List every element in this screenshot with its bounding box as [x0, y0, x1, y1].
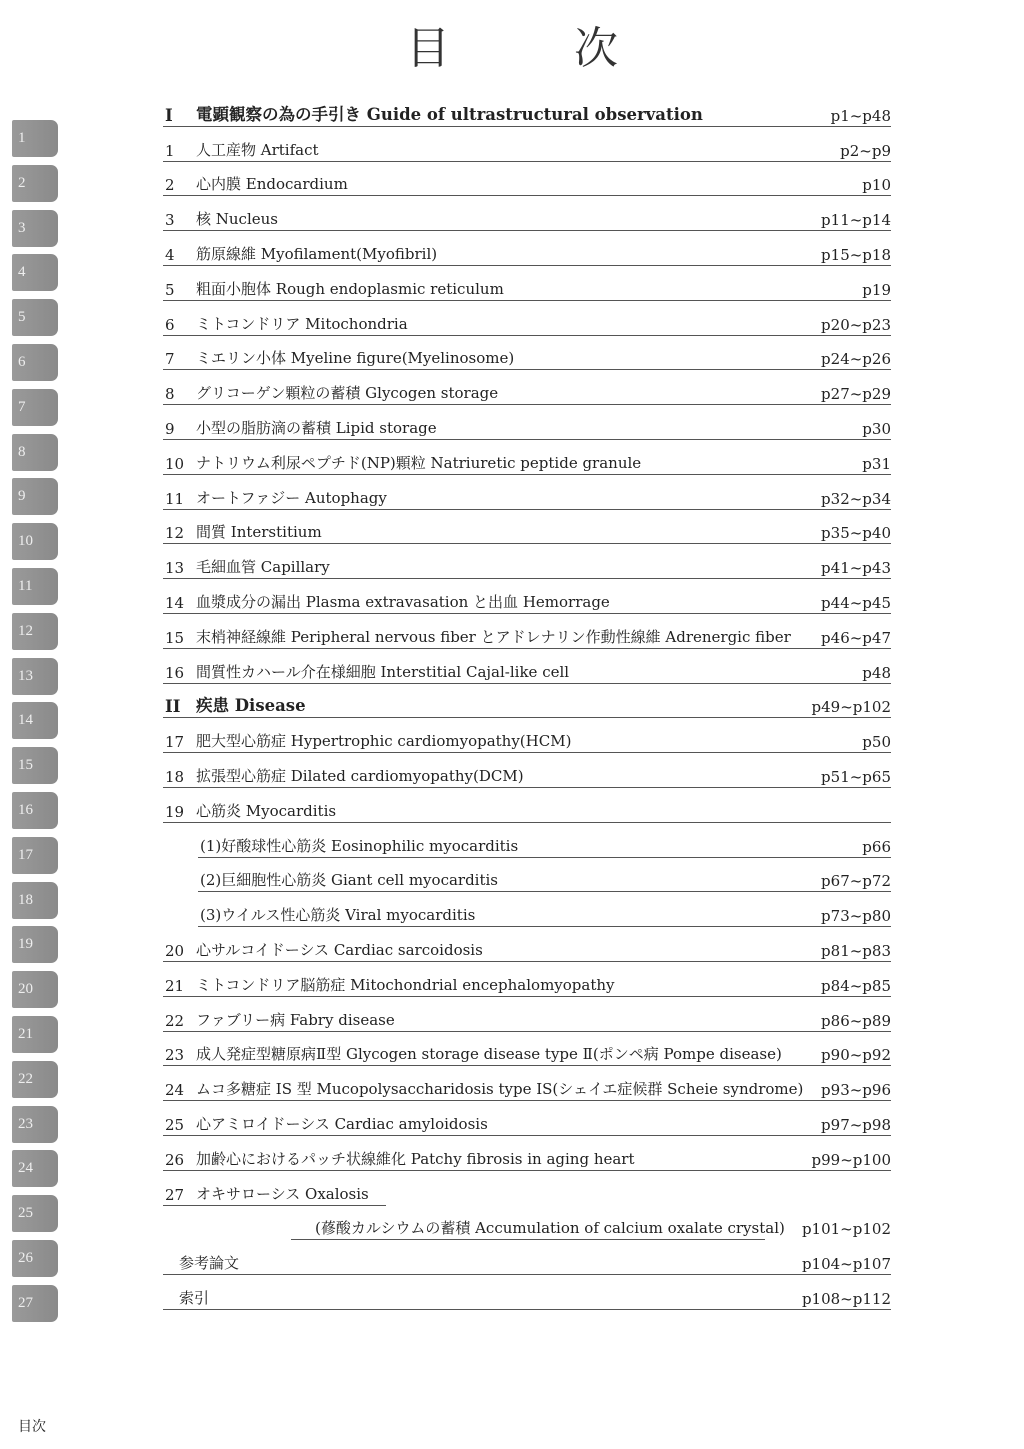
- entry-title: ミトコンドリア Mitochondria: [196, 314, 408, 333]
- toc-entry[interactable]: [163, 896, 891, 931]
- entry-number: 5: [165, 280, 175, 299]
- entry-title: 成人発症型糖原病Ⅱ型 Glycogen storage disease type Ⅱ(ポンペ病 Pompe disease): [196, 1045, 782, 1064]
- entry-title: 間質 Interstitium: [196, 523, 322, 542]
- entry-title: 参考論文: [179, 1254, 240, 1273]
- entry-title: グリコーゲン顆粒の蓄積 Glycogen storage: [196, 384, 499, 403]
- entry-title: 心アミロイドーシス Cardiac amyloidosis: [196, 1114, 488, 1133]
- entry-number: 6: [165, 315, 175, 334]
- entry-title: 疾患 Disease: [196, 696, 306, 716]
- divider: [163, 439, 891, 440]
- entry-title: 血漿成分の漏出 Plasma extravasation と出血 Hemorrage: [196, 592, 610, 611]
- divider: [163, 613, 891, 614]
- chapter-tab-24[interactable]: 24: [12, 1150, 58, 1187]
- entry-title: (3)ウイルス性心筋炎 Viral myocarditis: [200, 906, 476, 925]
- entry-pages: p67~p72: [821, 872, 891, 891]
- divider: [163, 265, 891, 266]
- chapter-tab-18[interactable]: 18: [12, 882, 58, 919]
- entry-number: 12: [165, 524, 185, 543]
- entry-pages: p93~p96: [821, 1081, 891, 1100]
- entry-number: 26: [165, 1150, 185, 1169]
- entry-pages: p90~p92: [821, 1046, 891, 1065]
- toc-entry[interactable]: [163, 270, 891, 305]
- entry-number: 3: [165, 211, 175, 230]
- chapter-tab-10[interactable]: 10: [12, 523, 58, 560]
- entry-pages: p41~p43: [821, 559, 891, 578]
- divider: [163, 961, 891, 962]
- toc-entry[interactable]: [163, 235, 891, 270]
- toc-entry[interactable]: [163, 548, 891, 583]
- table-of-contents: [163, 96, 891, 1314]
- entry-number: 18: [165, 767, 185, 786]
- toc-entry[interactable]: [163, 862, 891, 897]
- entry-title: (2)巨細胞性心筋炎 Giant cell myocarditis: [200, 871, 499, 890]
- divider: [163, 1309, 891, 1310]
- divider: [163, 1135, 891, 1136]
- divider: [163, 195, 891, 196]
- entry-title: 核 Nucleus: [196, 210, 278, 229]
- entry-pages: p44~p45: [821, 593, 891, 612]
- toc-entry[interactable]: [163, 1105, 891, 1140]
- entry-number: 23: [165, 1046, 185, 1065]
- entry-number: II: [165, 697, 181, 717]
- toc-entry[interactable]: [163, 409, 891, 444]
- divider: [163, 300, 891, 301]
- toc-entry[interactable]: [163, 479, 891, 514]
- chapter-tab-15[interactable]: 15: [12, 747, 58, 784]
- divider: [163, 717, 891, 718]
- entry-number: 4: [165, 245, 175, 264]
- divider: [163, 648, 891, 649]
- entry-pages: p51~p65: [821, 767, 891, 786]
- divider: [163, 1065, 891, 1066]
- entry-title: 心内膜 Endocardium: [196, 175, 348, 194]
- entry-pages: p81~p83: [821, 941, 891, 960]
- entry-number: 24: [165, 1081, 185, 1100]
- entry-number: 1: [165, 141, 175, 160]
- toc-entry[interactable]: [163, 688, 891, 723]
- entry-number: 10: [165, 454, 185, 473]
- chapter-tab-4[interactable]: 4: [12, 254, 58, 291]
- chapter-tab-20[interactable]: 20: [12, 971, 58, 1008]
- divider: [163, 509, 891, 510]
- divider: [198, 857, 891, 858]
- entry-number: 25: [165, 1115, 185, 1134]
- entry-pages: p66: [862, 837, 891, 856]
- divider: [163, 126, 891, 127]
- entry-pages: p108~p112: [801, 1289, 891, 1308]
- toc-entry[interactable]: [163, 131, 891, 166]
- entry-title: 索引: [179, 1288, 210, 1307]
- divider: [163, 1274, 891, 1275]
- entry-pages: p35~p40: [821, 524, 891, 543]
- entry-pages: p11~p14: [821, 211, 891, 230]
- divider: [163, 787, 891, 788]
- entry-title: ナトリウム利尿ペプチド(NP)顆粒 Natriuretic peptide granule: [196, 453, 642, 472]
- entry-pages: p49~p102: [811, 698, 891, 717]
- entry-title: 拡張型心筋症 Dilated cardiomyopathy(DCM): [196, 766, 524, 785]
- entry-pages: p104~p107: [801, 1255, 891, 1274]
- entry-title: 心筋炎 Myocarditis: [196, 801, 337, 820]
- chapter-tab-26[interactable]: 26: [12, 1240, 58, 1277]
- chapter-tab-27[interactable]: 27: [12, 1285, 58, 1322]
- divider: [163, 683, 891, 684]
- divider: [163, 474, 891, 475]
- toc-entry[interactable]: [163, 1279, 891, 1314]
- toc-entry[interactable]: [163, 96, 891, 131]
- entry-pages: p30: [862, 419, 891, 438]
- divider: [163, 369, 891, 370]
- chapter-tab-17[interactable]: 17: [12, 837, 58, 874]
- chapter-tab-9[interactable]: 9: [12, 478, 58, 515]
- entry-number: 22: [165, 1011, 185, 1030]
- entry-number: 21: [165, 976, 185, 995]
- chapter-tab-25[interactable]: 25: [12, 1195, 58, 1232]
- entry-number: 13: [165, 559, 185, 578]
- toc-entry[interactable]: [163, 931, 891, 966]
- entry-title: オキサローシス Oxalosis: [196, 1184, 369, 1203]
- chapter-tab-3[interactable]: 3: [12, 210, 58, 247]
- chapter-tab-2[interactable]: 2: [12, 165, 58, 202]
- chapter-tab-5[interactable]: 5: [12, 299, 58, 336]
- entry-pages: p32~p34: [821, 489, 891, 508]
- entry-title: 肥大型心筋症 Hypertrophic cardiomyopathy(HCM): [196, 732, 572, 751]
- entry-number: 8: [165, 385, 175, 404]
- toc-entry[interactable]: [163, 340, 891, 375]
- entry-number: 15: [165, 628, 185, 647]
- entry-number: 11: [165, 489, 185, 508]
- entry-pages: p73~p80: [821, 907, 891, 926]
- chapter-tabs: [12, 120, 58, 1330]
- toc-entry[interactable]: [163, 305, 891, 340]
- toc-entry[interactable]: [163, 166, 891, 201]
- entry-title: 心サルコイドーシス Cardiac sarcoidosis: [196, 940, 483, 959]
- chapter-tab-16[interactable]: 16: [12, 792, 58, 829]
- entry-pages: p15~p18: [821, 245, 891, 264]
- toc-entry[interactable]: [163, 583, 891, 618]
- toc-entry[interactable]: [163, 722, 891, 757]
- toc-entry[interactable]: [163, 1036, 891, 1071]
- entry-title: 末梢神経線維 Peripheral nervous fiber とアドレナリン作動性線維 Adrenergic fiber: [196, 627, 791, 646]
- entry-title: ファブリー病 Fabry disease: [196, 1010, 395, 1029]
- entry-number: 16: [165, 663, 185, 682]
- entry-title: ムコ多糖症 IS 型 Mucopolysaccharidosis type IS(シェイエ症候群 Scheie syndrome): [196, 1080, 804, 1099]
- entry-title: 電顕観察の為の手引き Guide of ultrastructural observation: [196, 104, 703, 124]
- entry-title: 筋原線維 Myofilament(Myofibril): [196, 244, 438, 263]
- toc-entry[interactable]: [163, 1001, 891, 1036]
- divider: [163, 822, 891, 823]
- entry-title: ミトコンドリア脳筋症 Mitochondrial encephalomyopathy: [196, 975, 615, 994]
- chapter-tab-14[interactable]: 14: [12, 702, 58, 739]
- entry-number: 27: [165, 1185, 185, 1204]
- entry-number: I: [165, 105, 173, 125]
- divider: [163, 230, 891, 231]
- entry-title: 粗面小胞体 Rough endoplasmic reticulum: [196, 279, 504, 298]
- divider: [163, 161, 891, 162]
- chapter-tab-12[interactable]: 12: [12, 613, 58, 650]
- page-footer: 目次: [18, 1419, 46, 1435]
- entry-title: (蓚酸カルシウムの蓄積 Accumulation of calcium oxalate crystal): [315, 1219, 785, 1238]
- entry-title: 小型の脂肪滴の蓄積 Lipid storage: [196, 418, 437, 437]
- toc-entry[interactable]: [163, 1244, 891, 1279]
- entry-number: 17: [165, 733, 185, 752]
- entry-number: 9: [165, 419, 175, 438]
- divider: [163, 578, 891, 579]
- entry-pages: p50: [862, 733, 891, 752]
- entry-pages: p10: [862, 176, 891, 195]
- divider: [163, 1170, 891, 1171]
- chapter-tab-22[interactable]: 22: [12, 1061, 58, 1098]
- chapter-tab-1[interactable]: 1: [12, 120, 58, 157]
- entry-title: 毛細血管 Capillary: [196, 558, 330, 577]
- entry-number: 14: [165, 593, 185, 612]
- toc-entry[interactable]: [163, 757, 891, 792]
- entry-pages: p46~p47: [821, 628, 891, 647]
- toc-entry[interactable]: [163, 653, 891, 688]
- toc-entry[interactable]: [163, 374, 891, 409]
- entry-number: 7: [165, 350, 175, 369]
- divider: [163, 543, 891, 544]
- entry-pages: p99~p100: [811, 1150, 891, 1169]
- toc-entry[interactable]: [163, 1140, 891, 1175]
- chapter-tab-21[interactable]: 21: [12, 1016, 58, 1053]
- chapter-tab-13[interactable]: 13: [12, 658, 58, 695]
- divider: [291, 1239, 765, 1240]
- entry-pages: p27~p29: [821, 385, 891, 404]
- toc-entry[interactable]: [163, 792, 891, 827]
- chapter-tab-7[interactable]: 7: [12, 389, 58, 426]
- chapter-tab-8[interactable]: 8: [12, 434, 58, 471]
- divider: [163, 996, 891, 997]
- divider: [163, 404, 891, 405]
- entry-title: (1)好酸球性心筋炎 Eosinophilic myocarditis: [200, 836, 519, 855]
- toc-entry[interactable]: [163, 1210, 891, 1245]
- divider: [163, 1031, 891, 1032]
- toc-entry[interactable]: [163, 1070, 891, 1105]
- entry-pages: p31: [862, 454, 891, 473]
- chapter-tab-19[interactable]: 19: [12, 926, 58, 963]
- entry-pages: p86~p89: [821, 1011, 891, 1030]
- entry-title: 加齢心におけるパッチ状線維化 Patchy fibrosis in aging heart: [196, 1149, 635, 1168]
- entry-pages: p19: [862, 280, 891, 299]
- entry-number: 20: [165, 941, 185, 960]
- divider: [198, 891, 891, 892]
- entry-title: オートファジー Autophagy: [196, 488, 387, 507]
- divider: [163, 1205, 386, 1206]
- divider: [163, 335, 891, 336]
- page-title: 目 次: [406, 23, 658, 74]
- entry-title: 間質性カハール介在様細胞 Interstitial Cajal-like cell: [196, 662, 570, 681]
- chapter-tab-23[interactable]: 23: [12, 1106, 58, 1143]
- divider: [198, 926, 891, 927]
- entry-pages: p48: [862, 663, 891, 682]
- toc-entry[interactable]: [163, 514, 891, 549]
- toc-entry[interactable]: [163, 1175, 891, 1210]
- entry-pages: p84~p85: [821, 976, 891, 995]
- entry-pages: p1~p48: [830, 106, 891, 125]
- entry-pages: p2~p9: [840, 141, 891, 160]
- chapter-tab-11[interactable]: 11: [12, 568, 58, 605]
- entry-pages: p20~p23: [821, 315, 891, 334]
- toc-entry[interactable]: [163, 200, 891, 235]
- entry-number: 2: [165, 176, 175, 195]
- entry-title: 人工産物 Artifact: [196, 140, 319, 159]
- toc-entry[interactable]: [163, 444, 891, 479]
- entry-title: ミエリン小体 Myeline figure(Myelinosome): [196, 349, 515, 368]
- toc-entry[interactable]: [163, 827, 891, 862]
- entry-number: 19: [165, 802, 185, 821]
- chapter-tab-6[interactable]: 6: [12, 344, 58, 381]
- entry-pages: p101~p102: [801, 1220, 891, 1239]
- entry-pages: p24~p26: [821, 350, 891, 369]
- toc-entry[interactable]: [163, 618, 891, 653]
- toc-entry[interactable]: [163, 966, 891, 1001]
- divider: [163, 1100, 891, 1101]
- divider: [163, 752, 891, 753]
- entry-pages: p97~p98: [821, 1115, 891, 1134]
